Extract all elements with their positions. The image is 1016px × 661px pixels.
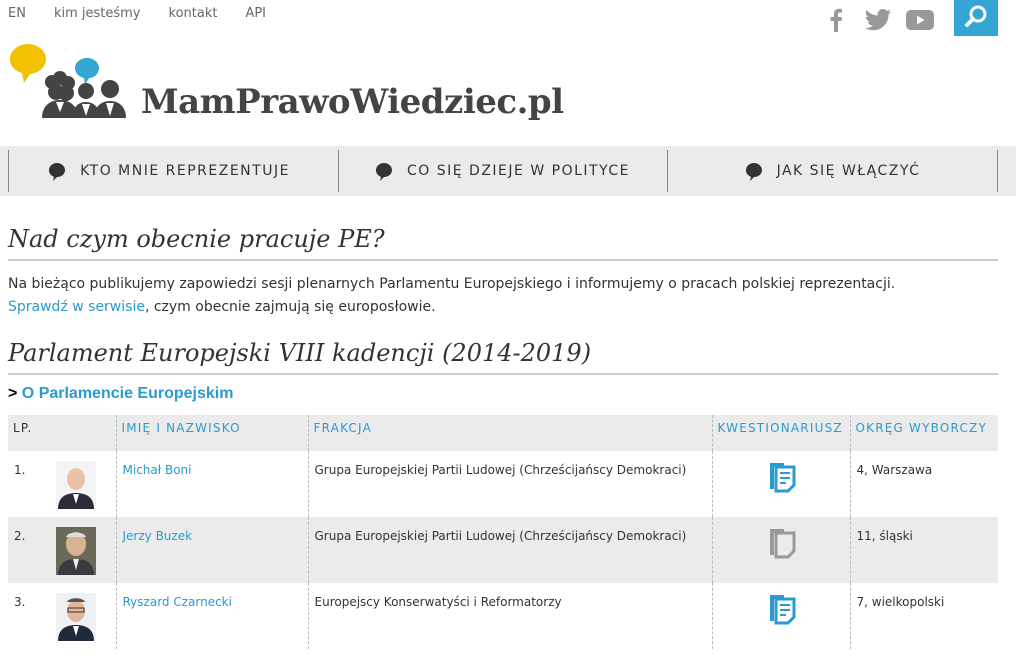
nav-label: KTO MNIE REPREZENTUJE (80, 163, 290, 179)
cell-district: 7, wielkopolski (850, 583, 998, 649)
cell-group: Grupa Europejskiej Partii Ludowej (Chrześcijańscy Demokraci) (308, 451, 712, 517)
speech-bubble-icon (48, 162, 66, 180)
col-header-district[interactable]: OKRĘG WYBORCZY (850, 415, 998, 451)
nav-divider (997, 150, 998, 192)
nav-item-politics[interactable] (338, 146, 667, 196)
intro-paragraph (8, 273, 998, 319)
cell-lp: 3. (14, 595, 26, 609)
meps-table (8, 415, 998, 649)
cell-name (116, 517, 308, 583)
youtube-icon[interactable] (906, 6, 934, 34)
table-row (8, 583, 998, 649)
main-nav (0, 146, 1016, 196)
lang-switch-link[interactable]: EN (8, 6, 26, 21)
cell-name (116, 583, 308, 649)
social-links (822, 4, 998, 36)
questionnaire-filled-icon[interactable] (719, 461, 845, 493)
nav-label: JAK SIĘ WŁĄCZYĆ (776, 163, 921, 179)
cell-questionnaire (712, 451, 850, 517)
table-row (8, 517, 998, 583)
cell-district: 4, Warszawa (850, 451, 998, 517)
table-header-row (8, 415, 998, 451)
cell-lp: 2. (8, 517, 48, 583)
top-nav (8, 6, 266, 21)
questionnaire-empty-icon (719, 527, 845, 559)
cell-photo (48, 451, 116, 517)
cell-name (116, 451, 308, 517)
arrow-icon: > (8, 385, 18, 402)
api-link[interactable]: API (245, 6, 267, 21)
table-row (8, 451, 998, 517)
mep-photo[interactable] (56, 527, 96, 575)
about-parliament (8, 385, 998, 403)
about-parliament-link[interactable]: O Parlamencie Europejskim (21, 385, 234, 402)
cell-district: 11, śląski (850, 517, 998, 583)
questionnaire-filled-icon[interactable] (719, 593, 845, 625)
mep-name-link[interactable]: Michał Boni (122, 463, 192, 477)
site-logo[interactable] (8, 42, 568, 124)
search-icon (964, 4, 988, 32)
cell-questionnaire (712, 583, 850, 649)
col-header-questionnaire[interactable]: KWESTIONARIUSZ (712, 415, 850, 451)
nav-item-get-involved[interactable] (667, 146, 998, 196)
section-title-current-work: Nad czym obecnie pracuje PE? (8, 225, 998, 261)
col-header-lp[interactable]: LP. (8, 415, 48, 451)
mep-name-link[interactable]: Ryszard Czarnecki (122, 595, 232, 609)
col-header-group[interactable]: FRAKCJA (308, 415, 712, 451)
nav-divider (338, 150, 339, 192)
mep-photo[interactable] (56, 593, 96, 641)
nav-divider (667, 150, 668, 192)
speech-bubble-icon (745, 162, 763, 180)
search-button[interactable] (954, 0, 998, 36)
contact-link[interactable]: kontakt (168, 6, 218, 21)
intro-text: Na bieżąco publikujemy zapowiedzi sesji plenarnych Parlamentu Europejskiego i informujemy o pracach polskiej reprezentacji. (8, 276, 896, 292)
about-us-link[interactable]: kim jesteśmy (53, 6, 141, 21)
twitter-icon[interactable] (864, 6, 892, 34)
nav-divider (8, 150, 9, 192)
speech-bubble-icon (375, 162, 393, 180)
col-header-photo (48, 415, 116, 451)
facebook-icon[interactable] (822, 6, 850, 34)
section-title-parliament: Parlament Europejski VIII kadencji (2014-2019) (8, 339, 998, 375)
main-content (8, 225, 998, 649)
logo-text: MamPrawoWiedziec.pl (141, 82, 564, 122)
cell-photo (48, 517, 116, 583)
cell-group: Europejscy Konserwatyści i Reformatorzy (308, 583, 712, 649)
col-header-name[interactable]: IMIĘ I NAZWISKO (116, 415, 308, 451)
mep-photo[interactable] (56, 461, 96, 509)
cell-group: Grupa Europejskiej Partii Ludowej (Chrześcijańscy Demokraci) (308, 517, 712, 583)
cell-questionnaire (712, 517, 850, 583)
nav-item-representatives[interactable] (0, 146, 338, 196)
cell-photo (48, 583, 116, 649)
intro-text-tail: , czym obecnie zajmują się europosłowie. (144, 299, 436, 315)
check-service-link[interactable]: Sprawdź w serwisie (8, 299, 145, 315)
nav-label: CO SIĘ DZIEJE W POLITYCE (407, 163, 630, 179)
mep-name-link[interactable]: Jerzy Buzek (122, 529, 193, 543)
logo-people-icon (8, 42, 138, 122)
cell-lp: 1. (14, 463, 26, 477)
